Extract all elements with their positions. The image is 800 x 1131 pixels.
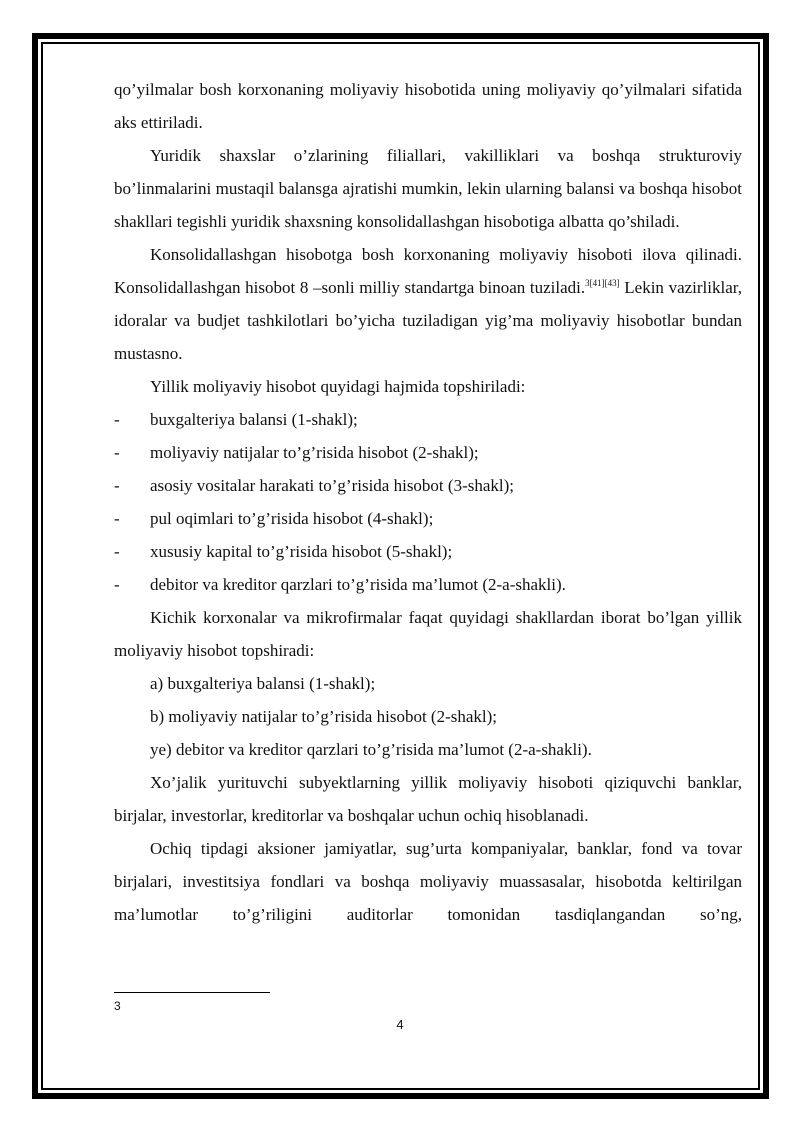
list-item-text: buxgalteriya balansi (1-shakl); (150, 410, 358, 429)
footnote-separator (114, 992, 270, 993)
paragraph: Yuridik shaxslar o’zlarining filiallari, vakilliklari va boshqa strukturoviy bo’linmalarini mustaqil balansga ajratishi mumkin, lekin ularning balansi va boshqa hisobot shakllari tegishli yuridik shaxsning konsolidallashgan hisobotiga albatta qo’shiladi. (114, 146, 742, 231)
list-item (114, 469, 742, 502)
list-item-text: moliyaviy natijalar to’g’risida hisobot (2-shakl); (150, 443, 479, 462)
list-item-text: pul oqimlari to’g’risida hisobot (4-shakl); (150, 509, 434, 528)
list-item-text: asosiy vositalar harakati to’g’risida hisobot (3-shakl); (150, 476, 514, 495)
document-body (114, 73, 742, 931)
footnote-number: 3 (114, 999, 121, 1013)
paragraph: qo’yilmalar bosh korxonaning moliyaviy hisobotida uning moliyaviy qo’yilmalari sifatida aks ettiriladi. (114, 80, 742, 132)
dash-bullet: - (114, 509, 120, 528)
page-number: 4 (396, 1017, 404, 1032)
paragraph: Xo’jalik yurituvchi subyektlarning yillik moliyaviy hisoboti qiziquvchi banklar, birjalar, investorlar, kreditorlar va boshqalar uchun ochiq hisoblanadi. (114, 773, 742, 825)
list-item (114, 403, 742, 436)
dash-bullet: - (114, 443, 120, 462)
paragraph: Yillik moliyaviy hisobot quyidagi hajmida topshiriladi: (150, 377, 526, 396)
list-item (114, 502, 742, 535)
paragraph: Ochiq tipdagi aksioner jamiyatlar, sug’urta kompaniyalar, banklar, fond va tovar birjalari, investitsiya fondlari va boshqa moliyaviy muassasalar, hisobotda keltirilgan ma’lumotlar to’g’riligini auditorlar tomonidan tasdiqlangandan so’ng, (114, 839, 742, 924)
list-item: a) buxgalteriya balansi (1-shakl); (150, 674, 376, 693)
paragraph: Kichik korxonalar va mikrofirmalar faqat quyidagi shakllardan iborat bo’lgan yillik moliyaviy hisobot topshiradi: (114, 608, 742, 660)
list-item-text: xususiy kapital to’g’risida hisobot (5-shakl); (150, 542, 453, 561)
dash-bullet: - (114, 542, 120, 561)
dash-bullet: - (114, 575, 120, 594)
paragraph-text: Lekin vazirliklar, idoralar va budjet tashkilotlari bo’yicha tuziladigan yig’ma moliyaviy hisobotlar bundan mustasno. (114, 278, 742, 363)
list-item (114, 436, 742, 469)
list-item (114, 535, 742, 568)
list-item: b) moliyaviy natijalar to’g’risida hisobot (2-shakl); (150, 707, 498, 726)
paragraph-text: Konsolidallashgan hisobotga bosh korxonaning moliyaviy hisoboti ilova qilinadi. Konsolidallashgan hisobot 8 –sonli milliy standartga binoan tuziladi. (114, 245, 742, 297)
list-item: ye) debitor va kreditor qarzlari to’g’risida ma’lumot (2-a-shakli). (150, 740, 592, 759)
dash-bullet: - (114, 410, 120, 429)
dash-bullet: - (114, 476, 120, 495)
paragraph (114, 238, 742, 370)
footnote-reference[interactable]: 3[41][43] (585, 278, 620, 288)
list-item (114, 568, 742, 601)
list-item-text: debitor va kreditor qarzlari to’g’risida ma’lumot (2-a-shakli). (150, 575, 566, 594)
